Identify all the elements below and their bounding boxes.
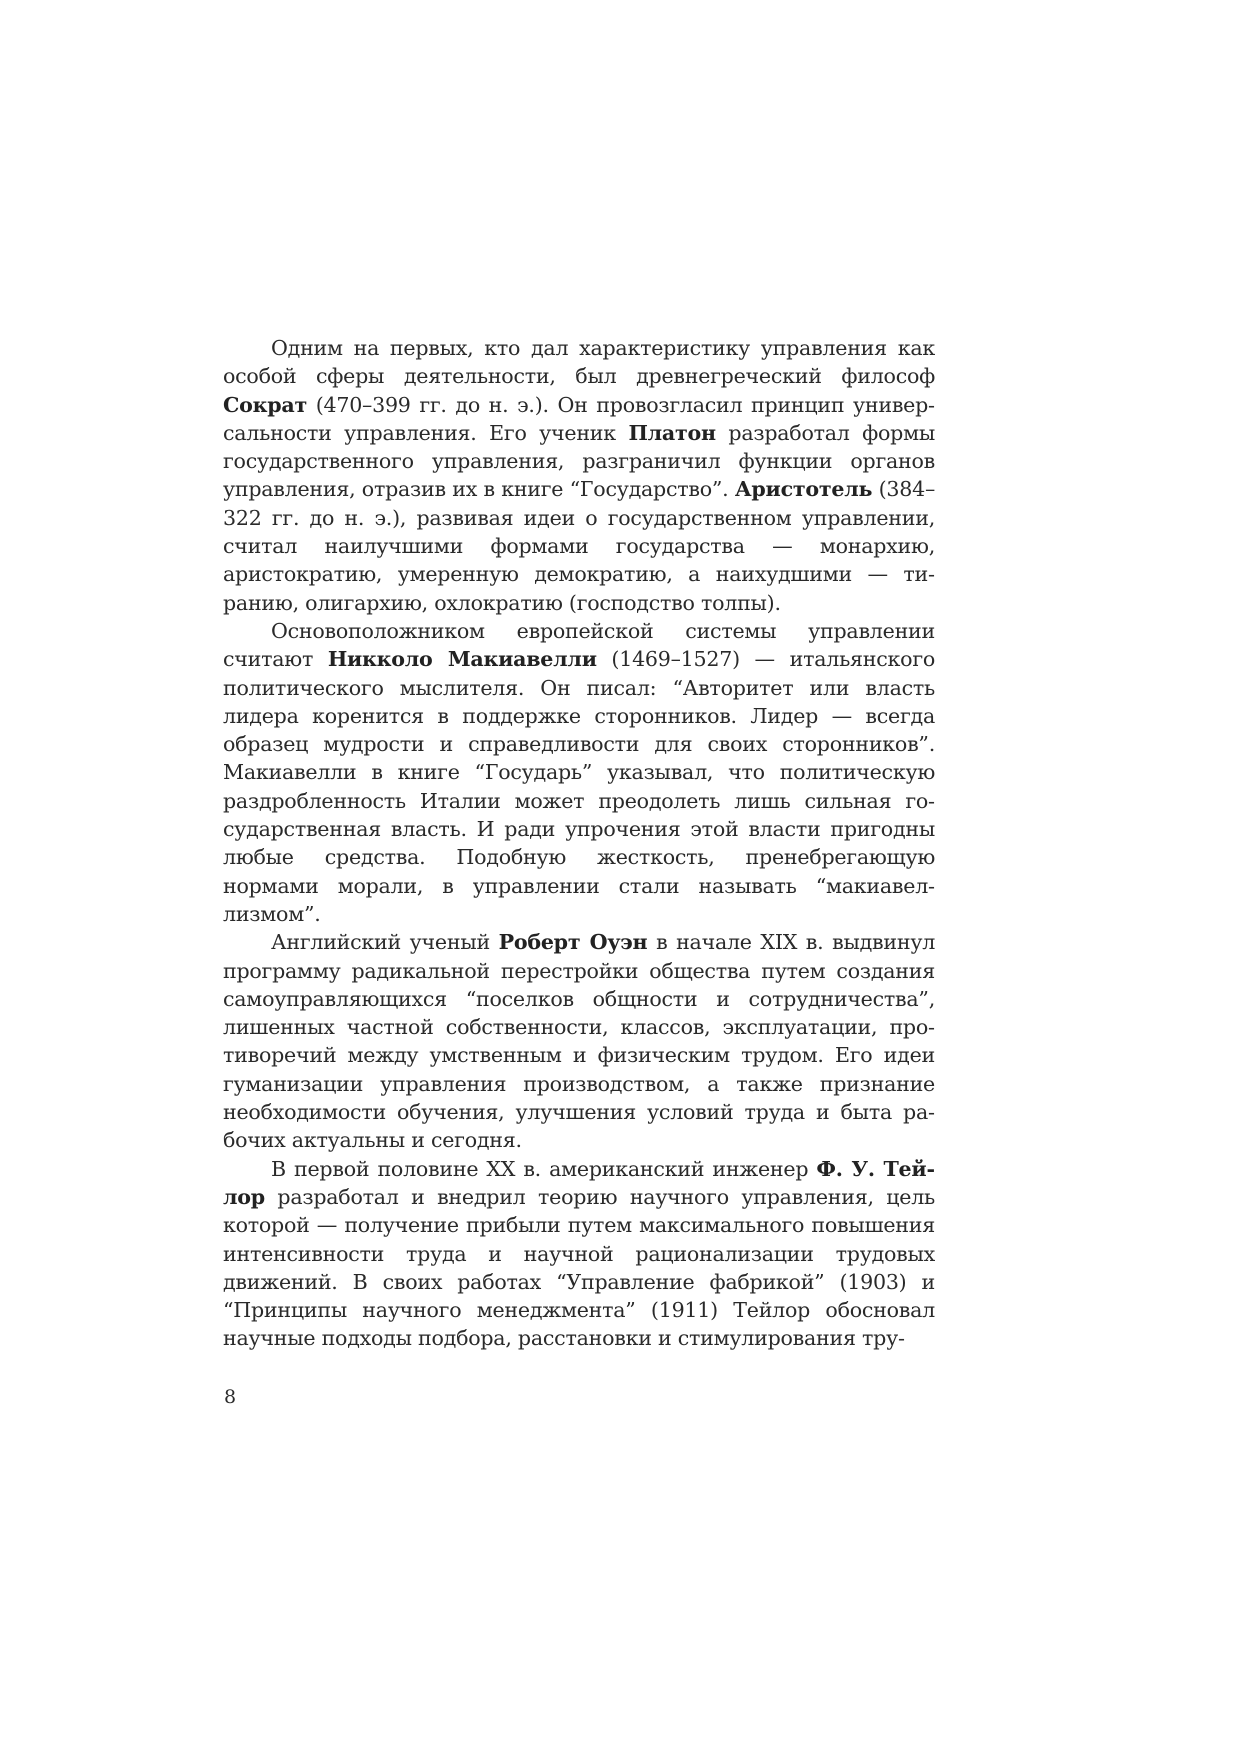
paragraph-taylor [223,1155,935,1353]
bold-name: Аристотель [734,477,873,502]
text-run: В первой половине XX в. американский инженер [271,1156,817,1181]
bold-name: Сократ [223,392,308,417]
paragraph-machiavelli [223,617,935,928]
page-number: 8 [224,1386,237,1408]
bold-name: Роберт Оуэн [498,930,648,955]
body-text [223,334,935,1353]
text-run: Английский ученый [271,930,499,955]
text-run: разработал формы государственного управления, разграничил функции органов управления, отразив их в книге “Государство”. [223,420,936,502]
text-run: разработал и внедрил теорию научного управления, цель которой — получение прибыли путем максимального повышения интенсивности труда и научной рационализации трудовых движений. В своих работах “Управление фабрикой” (1903) и “Принципы научного менеджмента” (1911) Тейлор обосновал научные подходы подбора, расстановки и стимулирования тру- [223,1184,935,1351]
paragraph-socrates-plato-aristotle [223,334,935,617]
text-run: (1469–1527) — итальянского политического мыслителя. Он писал: “Авторитет или власть лидера коренится в поддержке сторонников. Лидер — всегда образец мудрости и справедливости для своих сторонников”. Макиавелли в книге “Государь” указывал, что политическую раздробленность Италии может преодолеть лишь сильная государственная власть. И ради упрочения этой власти пригодны любые средства. Подобную жесткость, пренебрегающую нормами морали, в управлении стали называть “макиавеллизмом”. [223,647,936,926]
text-run: Одним на первых, кто дал характеристику управления как особой сферы деятельности, был древнегреческий философ [223,336,935,389]
bold-name: Платон [628,420,716,445]
text-run: в начале XIX в. выдвинул программу радикальной перестройки общества путем создания самоуправляющихся “поселков общности и сотрудничества”, лишенных частной собственности, классов, эксплуатации, противоречий между умственным и физическим трудом. Его идеи гуманизации управления производством, а также признание необходимости обучения, улучшения условий труда и быта рабочих актуальны и сегодня. [223,930,936,1153]
text-run: (384–322 гг. до н. э.), развивая идеи о государственном управлении, считал наилучшими формами государства — монархию, аристократию, умеренную демократию, а наихудшими — тиранию, олигархию, охлократию (господство толпы). [223,477,935,615]
bold-name: Никколо Макиавелли [327,647,597,672]
paragraph-owen [223,928,935,1154]
bold-name: Ф. У. Тейлор [223,1156,935,1209]
text-run: Основоположником европейской системы управлении считают [223,618,935,672]
text-run: (470–399 гг. до н. э.). Он провозгласил принцип универсальности управления. Его ученик [223,392,935,445]
